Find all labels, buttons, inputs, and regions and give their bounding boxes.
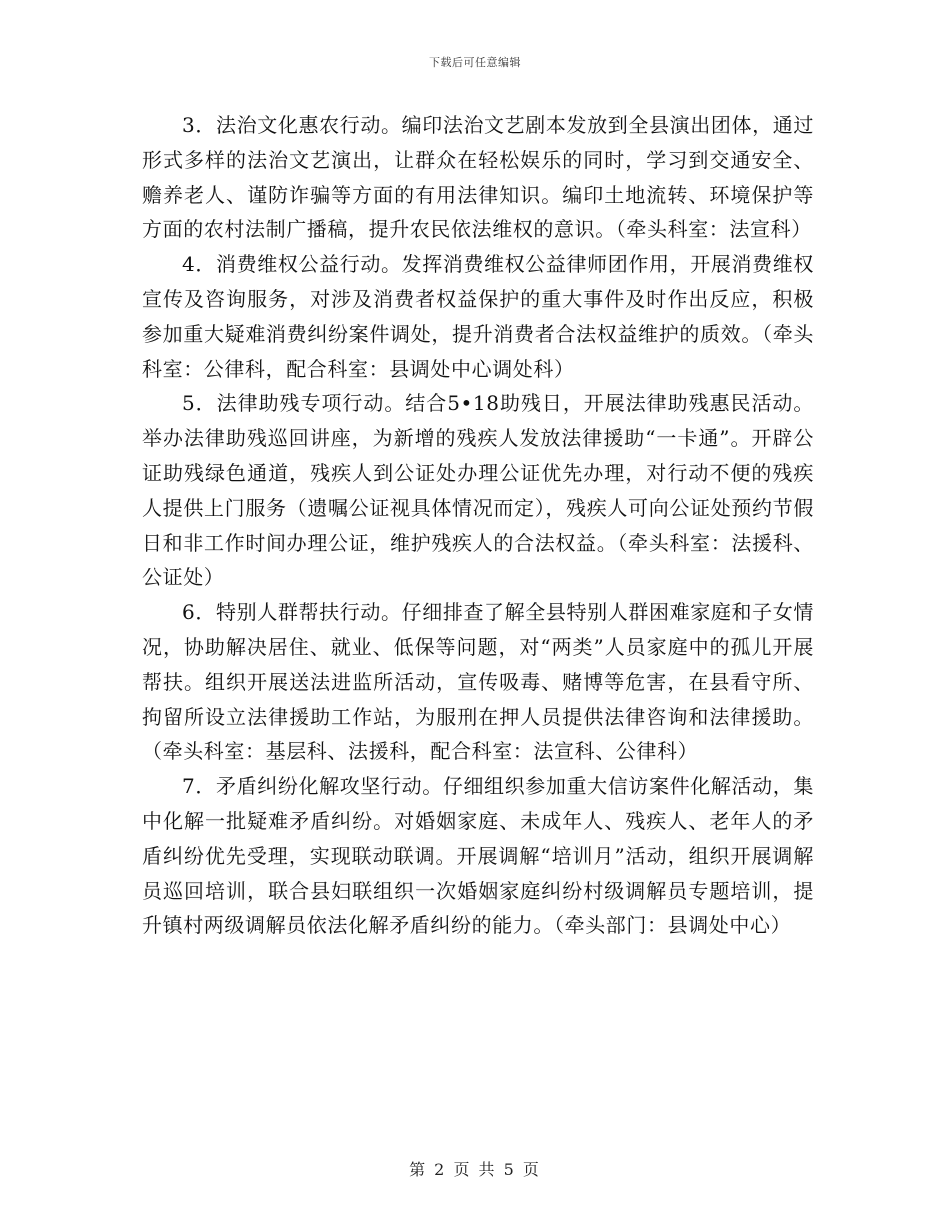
paragraph-item-3: 3．法治文化惠农行动。编印法治文艺剧本发放到全县演出团体，通过形式多样的法治文艺演出，让群众在轻松娱乐的同时，学习到交通安全、赡养老人、谨防诈骗等方面的有用法律知识。编印土地流转、环境保护等方面的农村法制广播稿，提升农民依法维权的意识。（牵头科室：法宣科） <box>142 113 814 242</box>
paragraph-item-5: 5．法律助残专项行动。结合5•18助残日，开展法律助残惠民活动。举办法律助残巡回讲座，为新增的残疾人发放法律援助“一卡通”。开辟公证助残绿色通道，残疾人到公证处办理公证优先办理，对行动不便的残疾人提供上门服务（遗嘱公证视具体情况而定），残疾人可向公证处预约节假日和非工作时间办理公证，维护残疾人的合法权益。（牵头科室：法援科、公证处） <box>142 391 814 590</box>
paragraph-item-4: 4．消费维权公益行动。发挥消费维权公益律师团作用，开展消费维权宣传及咨询服务，对涉及消费者权益保护的重大事件及时作出反应，积极参加重大疑难消费纠纷案件调处，提升消费者合法权益维护的质效。（牵头科室：公律科，配合科室：县调处中心调处科） <box>142 252 814 381</box>
paragraph-item-6: 6．特别人群帮扶行动。仔细排查了解全县特别人群困难家庭和子女情况，协助解决居住、就业、低保等问题，对“两类”人员家庭中的孤儿开展帮扶。组织开展送法进监所活动，宣传吸毒、赌博等危害，在县看守所、拘留所设立法律援助工作站，为服刑在押人员提供法律咨询和法律援助。（牵头科室：基层科、法援科，配合科室：法宣科、公律科） <box>142 600 814 764</box>
page-number-footer: 第 2 页 共 5 页 <box>409 1160 541 1179</box>
paragraph-item-7: 7．矛盾纠纷化解攻坚行动。仔细组织参加重大信访案件化解活动，集中化解一批疑难矛盾纠纷。对婚姻家庭、未成年人、残疾人、老年人的矛盾纠纷优先受理，实现联动联调。开展调解“培训月”活动，组织开展调解员巡回培训，联合县妇联组织一次婚姻家庭纠纷村级调解员专题培训，提升镇村两级调解员依法化解矛盾纠纷的能力。（牵头部门：县调处中心） <box>142 774 814 938</box>
document-body <box>142 108 814 943</box>
page-header: 下载后可任意编辑 <box>429 56 521 69</box>
